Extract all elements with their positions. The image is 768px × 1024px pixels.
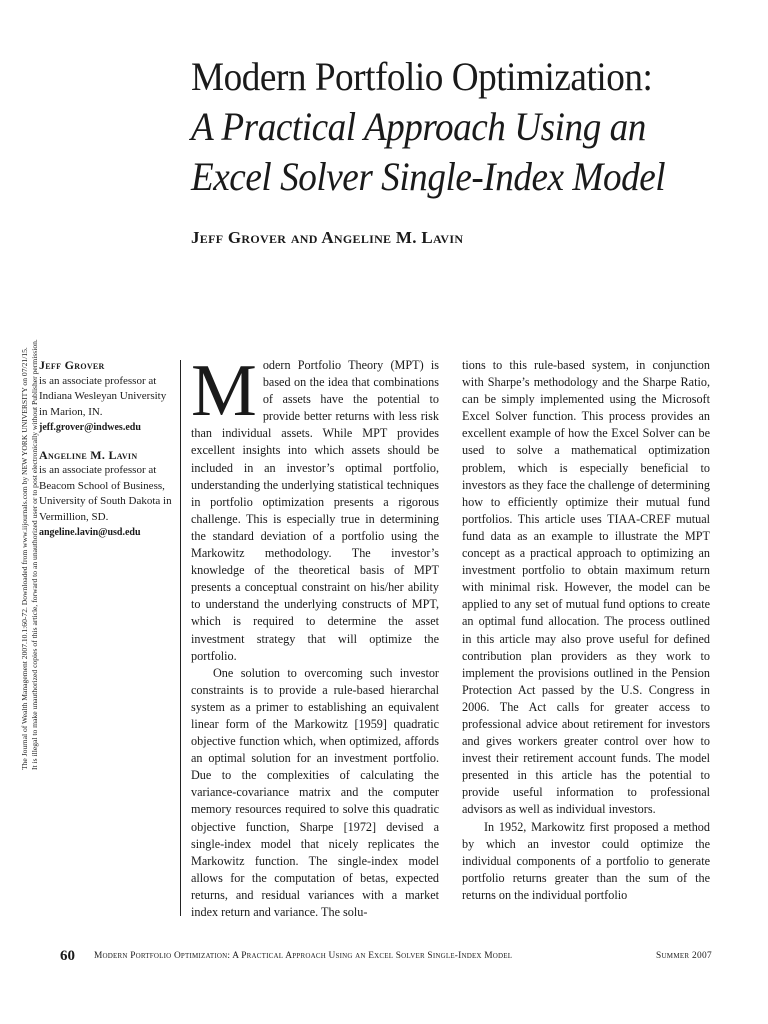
title-line-3: Excel Solver Single-Index Model <box>191 154 666 199</box>
body-paragraph: One solution to overcoming such investor constraints is to provide a rule-based hierarchal system as a primer to establishing an equivalent linear form of the Markowitz [1959] quadratic objective function which, when optimized, affords an optimal solution for an investment portfolio. Due to the complexities of calculating the variance-covariance matrix and the computer memory resources required to solve this quadratic objective function, Sharpe [1972] devised a single-index model that nicely replicates the Markowitz function. The single-index model allows for the computation of betas, expected returns, and residual variances with a market index return and variance. The solu- <box>191 665 439 919</box>
author-description: is an associate professor at Indiana Wesleyan University in Marion, IN. <box>39 374 167 418</box>
column-divider <box>180 360 181 916</box>
article-title <box>191 52 751 202</box>
author-description: is an associate professor at Beacom School of Business, University of South Dakota in Vermillion, SD. <box>39 464 172 523</box>
author-name: Angeline M. Lavin <box>39 447 138 462</box>
body-paragraph: In 1952, Markowitz first proposed a method by which an investor could optimize the individual components of a portfolio to generate portfolio returns greater than the sum of the returns on the individual portfolio <box>462 819 710 902</box>
author-bios <box>39 358 174 553</box>
author-email[interactable]: jeff.grover@indwes.edu <box>39 422 141 433</box>
author-name: Jeff Grover <box>39 358 105 372</box>
body-column-1 <box>191 350 439 921</box>
running-title: Modern Portfolio Optimization: A Practical Approach Using an Excel Solver Single-Index Model <box>94 951 513 961</box>
body-column-2 <box>462 357 710 904</box>
body-paragraph: tions to this rule-based system, in conjunction with Sharpe’s methodology and the Sharpe Ratio, can be simply implemented using the Microsoft Excel Solver function. This process provides an excellent example of how the Excel Solver can be used to solve a mathematical optimization problem, which is especially beneficial to investors as they face the challenge of determining how to efficiently optimize their mutual fund portfolios. This article uses TIAA-CREF mutual fund data as an example to illustrate the MPT concept as a practical approach to optimizing an investment portfolio to obtain maximum return with minimal risk. However, the model can be applied to any set of mutual fund options to create an optimal fund allocation. The process outlined in this article may also prove useful for defined contribution plan providers as they work to implement the provisions outlined in the Pension Protection Act passed by the U.S. Congress in 2006. The Act calls for greater access to professional advice about retirement for investors and gives workers greater control over how to invest their retirement account funds. The model presented in this article has the potential to provide useful information to professional advisors as well as individual investors. <box>462 358 710 817</box>
issue-date: Summer 2007 <box>655 951 712 961</box>
download-notice <box>0 0 40 1024</box>
page-number: 60 <box>60 948 75 964</box>
drop-cap: M <box>191 350 257 432</box>
page-footer <box>60 948 712 968</box>
download-notice-line-1: The Journal of Wealth Management 2007.10.1:60-72. Downloaded from www.iijournals.com by NEW YORK UNIVERSITY on 07/21/15. <box>20 347 29 770</box>
title-line-2: A Practical Approach Using an <box>191 104 646 149</box>
body-paragraph: Modern Portfolio Theory (MPT) is based on the idea that combinations of assets have the potential to provide better returns with less risk than individual assets. While MPT provides excellent insights into which assets should be included in an investor’s optimal portfolio, understanding the underlying statistical techniques in portfolio optimization presents a rigorous challenge. This is especially true in determining the standard deviation of a portfolio using the Markowitz methodology. The investor’s knowledge of the theoretical basis of MPT presents a conceptual constraint on his/her ability to understand the underlying constructs of MPT, which is required to determine the asset investment strategy that will optimize the portfolio. <box>191 350 439 663</box>
author-bio <box>39 448 174 541</box>
author-bio <box>39 358 174 436</box>
author-email[interactable]: angeline.lavin@usd.edu <box>39 527 141 538</box>
author-byline: Jeff Grover and Angeline M. Lavin <box>191 228 464 247</box>
title-line-1: Modern Portfolio Optimization: <box>191 54 653 99</box>
download-notice-line-2: It is illegal to make unauthorized copies of this article, forward to an unauthorized user or to post electronically without Publisher permission. <box>30 339 39 770</box>
